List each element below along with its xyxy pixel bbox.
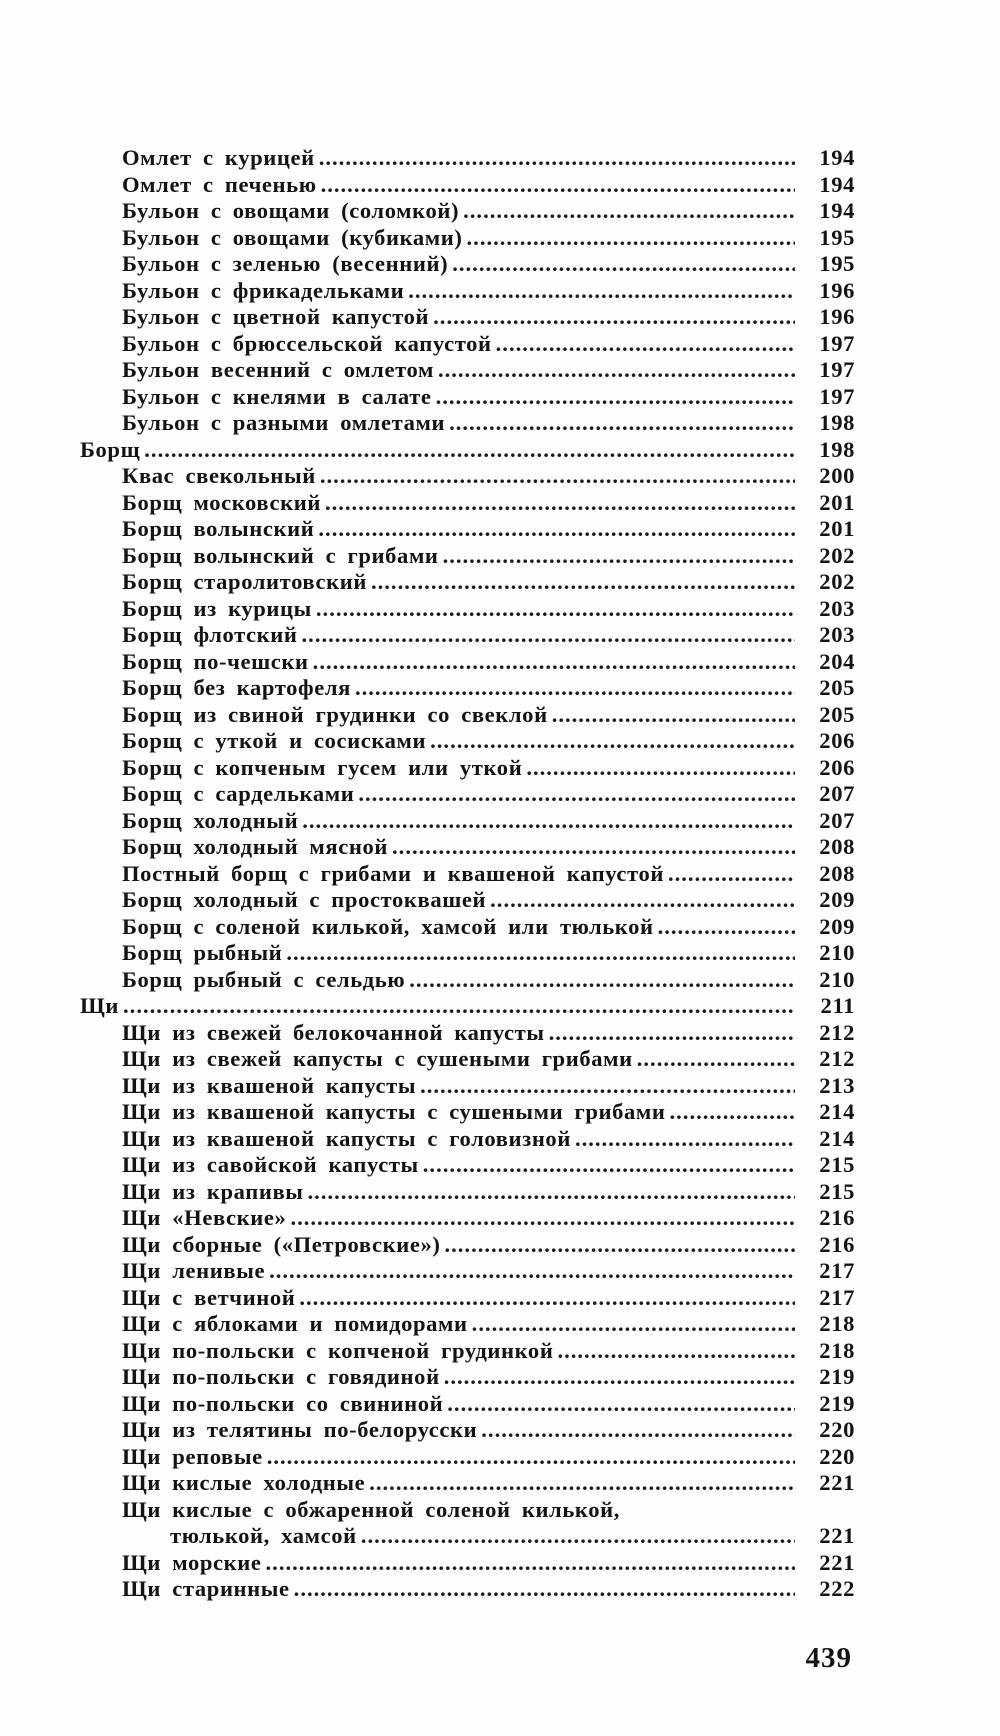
toc-entry-title: Щи из крапивы [122,1178,304,1204]
toc-entry-title: Щи по-польски с говядиной [122,1364,440,1389]
toc-entry [122,596,855,623]
toc-entry-page: 200 [819,463,855,488]
dot-leader [369,1470,795,1497]
dot-leader [123,993,795,1020]
dot-leader [316,596,795,623]
dot-leader [433,304,795,331]
toc-entry [122,304,855,331]
dot-leader [313,649,795,676]
toc-entry-page: 220 [819,1443,855,1469]
dot-leader [444,1232,795,1259]
dot-leader [267,1444,795,1471]
toc-entry-page: 195 [819,224,855,250]
toc-entry [122,1576,855,1603]
toc-entry-title: Постный борщ с грибами и квашеной капустой [122,860,664,886]
toc-entry-title: Щи из свежей капусты с сушеными грибами [122,1046,633,1071]
dot-leader [490,887,795,914]
dot-leader [302,808,795,835]
toc-entry-page: 209 [819,913,855,939]
toc-entry [122,1338,855,1365]
dot-leader [307,1179,795,1206]
toc-entry-page: 212 [819,1046,855,1071]
toc-entry [122,1417,855,1444]
toc-entry-page: 206 [819,754,855,780]
toc-entry-page: 196 [819,277,855,303]
toc-entry-page: 220 [819,1417,855,1442]
toc-entry-title: Борщ московский [122,489,321,515]
dot-leader [496,331,795,358]
toc-entry-title: Борщ волынский с грибами [122,542,439,568]
toc-entry [122,1311,855,1338]
toc-entry [122,1046,855,1073]
toc-entry [122,145,855,172]
dot-leader [371,569,795,596]
toc-entry-page: 197 [819,330,855,356]
toc-entry [122,172,855,199]
toc-entry-page: 216 [819,1205,855,1230]
toc-entry-page: 207 [819,781,855,806]
toc-entry-title: Бульон с разными омлетами [122,410,446,435]
dot-leader [557,1338,795,1365]
toc-entry [122,384,855,411]
toc-entry-title: Щи «Невские» [122,1205,287,1230]
dot-leader [299,1285,795,1312]
toc-entry-title: Щи из савойской капусты [122,1152,419,1177]
toc-entry [122,278,855,305]
toc-entry [122,887,855,914]
toc-entry [122,1550,855,1577]
toc-entry-page: 217 [819,1258,855,1283]
toc-entry-title: Борщ волынский [122,516,315,541]
toc-entry [122,490,855,517]
toc-entry-page: 214 [819,1099,855,1124]
toc-entry [122,1232,855,1259]
toc-entry-title: Борщ рыбный с сельдью [122,966,406,992]
toc-entry-title: Борщ без картофеля [122,675,351,700]
dot-leader [321,172,795,199]
toc-entry-title: Щи сборные («Петровские») [122,1231,441,1257]
toc-entry-title: Борщ с копченым гусем или уткой [122,754,523,780]
toc-entry-page: 218 [819,1337,855,1363]
toc-entry-title: Щи с ветчиной [122,1284,296,1310]
toc-entry-page: 194 [819,198,855,223]
toc-entry-page: 214 [819,1125,855,1151]
toc-entry-title: Борщ из свиной грудинки со свеклой [122,701,548,727]
toc-entry-title: Щи с яблоками и помидорами [122,1311,468,1336]
toc-entry-page: 195 [819,251,855,276]
toc-entry-title: Борщ холодный [122,807,299,833]
toc-entry-page: 216 [819,1231,855,1257]
toc-entry-title: Щи старинные [122,1576,290,1601]
toc-entry-page: 210 [819,940,855,965]
dot-leader [318,516,795,543]
dot-leader [408,278,795,305]
toc-entry-title: Омлет с курицей [122,145,315,170]
dot-leader [436,384,795,411]
dot-leader [549,1020,795,1047]
toc-entry [122,808,855,835]
toc-entry-page: 217 [819,1284,855,1310]
dot-leader [392,834,795,861]
dot-leader [325,490,795,517]
toc-entry-title: Щи реповые [122,1443,263,1469]
dot-leader [302,622,795,649]
toc-entry-title: Щи морские [122,1549,262,1575]
dot-leader [443,543,795,570]
toc-entry-page: 219 [819,1364,855,1389]
toc-entry-title: Борщ из курицы [122,595,312,621]
page-number: 439 [805,1642,852,1674]
toc-entry [122,1179,855,1206]
toc-entry-page: 207 [819,807,855,833]
toc-entry-page: 196 [819,304,855,329]
toc-entry-title: Бульон с овощами (кубиками) [122,224,463,250]
dot-leader [449,410,795,437]
toc-entry-title: Щи [80,993,120,1018]
dot-leader [658,914,795,941]
dot-leader [320,463,795,490]
dot-leader [290,1205,795,1232]
toc-entry [122,251,855,278]
toc-entry-title: Щи из свежей белокочанной капусты [122,1019,545,1045]
toc-entry-page: 213 [819,1072,855,1098]
toc-entry-title: Щи кислые с обжаренной соленой килькой, [122,1496,620,1522]
dot-leader [447,1391,795,1418]
toc-entry [122,675,855,702]
toc-entry-page: 198 [819,410,855,435]
toc-entry-title: Щи по-польски со свининой [122,1390,444,1416]
toc-entry-page: 209 [819,887,855,912]
toc-entry-title: Бульон с фрикадельками [122,277,405,303]
dot-leader [409,967,795,994]
toc-entry-title: Бульон с кнелями в салате [122,383,432,409]
toc-entry-page: 201 [819,489,855,515]
toc-entry [122,967,855,994]
toc-entry [122,1099,855,1126]
toc-entry-page: 212 [819,1019,855,1045]
dot-leader [452,251,795,278]
dot-leader [472,1311,795,1338]
toc-entry [122,1444,855,1471]
dot-leader [144,437,795,464]
toc-entry-title: Борщ флотский [122,622,298,647]
dot-leader [637,1046,795,1073]
dot-leader [266,1550,795,1577]
toc-entry [122,755,855,782]
toc-entry-title: Бульон с брюссельской капустой [122,330,492,356]
toc-entry [122,940,855,967]
toc-entry [122,1126,855,1153]
toc-entry [122,1470,855,1497]
dot-leader [481,1417,795,1444]
toc-entry-title: Щи из квашеной капусты с сушеными грибами [122,1099,666,1124]
toc-entry-title: Щи из квашеной капусты [122,1072,417,1098]
toc-entry-page: 197 [819,383,855,409]
dot-leader [575,1126,795,1153]
toc-entry-title: Борщ с соленой килькой, хамсой или тюлькой [122,913,654,939]
toc-entry [122,649,855,676]
dot-leader [361,1523,795,1550]
toc-entry [122,1205,855,1232]
toc-entry [122,914,855,941]
toc-entry-page: 222 [819,1576,855,1601]
dot-leader [319,145,795,172]
toc-entry-title: Щи кислые холодные [122,1470,366,1495]
dot-leader [423,1152,795,1179]
toc-entry-page: 206 [819,728,855,753]
toc-entry [122,1152,855,1179]
toc-entry [122,410,855,437]
toc-entry-page: 210 [819,966,855,992]
toc-entry-page: 219 [819,1390,855,1416]
toc-entry-title: Щи ленивые [122,1258,266,1283]
dot-leader [269,1258,795,1285]
toc-entry-title: Борщ рыбный [122,940,283,965]
toc-entry-page: 194 [819,145,855,170]
toc-entry [122,516,855,543]
toc-entry-page: 215 [819,1178,855,1204]
dot-leader [552,702,795,729]
toc-entry-title: Борщ по-чешски [122,648,309,674]
toc-entry [122,1364,855,1391]
toc-entry-title: Борщ [80,436,141,462]
toc-entry-page: 215 [819,1152,855,1177]
toc-entry [122,1285,855,1312]
toc-entry-page: 218 [819,1311,855,1336]
dot-leader [670,1099,796,1126]
toc-entry-page: 198 [819,436,855,462]
dot-leader [286,940,795,967]
toc-entry [122,569,855,596]
toc-entry-title: Борщ холодный с простоквашей [122,887,487,912]
toc-entry-title: Бульон с овощами (соломкой) [122,198,460,223]
toc-entry-page: 197 [819,357,855,382]
toc-entry-page: 221 [819,1470,855,1495]
dot-leader [420,1073,795,1100]
toc-entry-page: 208 [819,834,855,859]
toc-entry-page: 221 [819,1549,855,1575]
toc-entry-title: Омлет с печенью [122,171,317,197]
toc-entry-title: Борщ с сардельками [122,781,355,806]
toc-entry [122,1497,855,1550]
toc-entry [122,781,855,808]
toc-entry-title: Щи из телятины по-белорусски [122,1417,478,1442]
toc-entry-page: 205 [819,701,855,727]
table-of-contents [80,145,855,1603]
toc-entry-page: 202 [819,569,855,594]
toc-entry-page: 211 [820,993,855,1018]
toc-entry [122,225,855,252]
dot-leader [358,781,795,808]
toc-entry-title: Бульон с цветной капустой [122,304,430,329]
toc-entry [122,728,855,755]
toc-entry [122,834,855,861]
toc-entry-title: Щи из квашеной капусты с головизной [122,1125,571,1151]
toc-entry [122,357,855,384]
toc-entry-title-continuation: тюлькой, хамсой [170,1523,357,1548]
toc-entry-page: 205 [819,675,855,700]
toc-entry-title: Щи по-польски с копченой грудинкой [122,1337,554,1363]
toc-entry [122,1020,855,1047]
toc-section-heading [80,437,855,464]
dot-leader [444,1364,795,1391]
dot-leader [526,755,795,782]
toc-entry [122,622,855,649]
dot-leader [463,198,795,225]
toc-entry-page: 201 [819,516,855,541]
toc-entry [122,1391,855,1418]
dot-leader [355,675,795,702]
toc-entry-page: 194 [819,171,855,197]
toc-entry-title: Борщ с уткой и сосисками [122,728,427,753]
toc-entry [122,543,855,570]
dot-leader [294,1576,795,1603]
toc-entry [122,198,855,225]
dot-leader [438,357,795,384]
toc-entry-page: 204 [819,648,855,674]
toc-entry-page: 203 [819,595,855,621]
toc-entry-page: 203 [819,622,855,647]
toc-entry [122,463,855,490]
dot-leader [668,861,795,888]
toc-entry-title: Борщ старолитовский [122,569,367,594]
toc-entry [122,1258,855,1285]
toc-section-heading [80,993,855,1020]
toc-entry-title: Квас свекольный [122,463,316,488]
toc-entry [122,1073,855,1100]
dot-leader [467,225,795,252]
toc-entry [122,702,855,729]
toc-entry-title: Борщ холодный мясной [122,834,389,859]
toc-entry [122,331,855,358]
toc-entry [122,861,855,888]
toc-entry-page: 208 [819,860,855,886]
toc-entry-page: 202 [819,542,855,568]
toc-entry-title: Бульон с зеленью (весенний) [122,251,449,276]
toc-entry-title: Бульон весенний с омлетом [122,357,434,382]
toc-entry-page: 221 [819,1523,855,1548]
dot-leader [430,728,795,755]
